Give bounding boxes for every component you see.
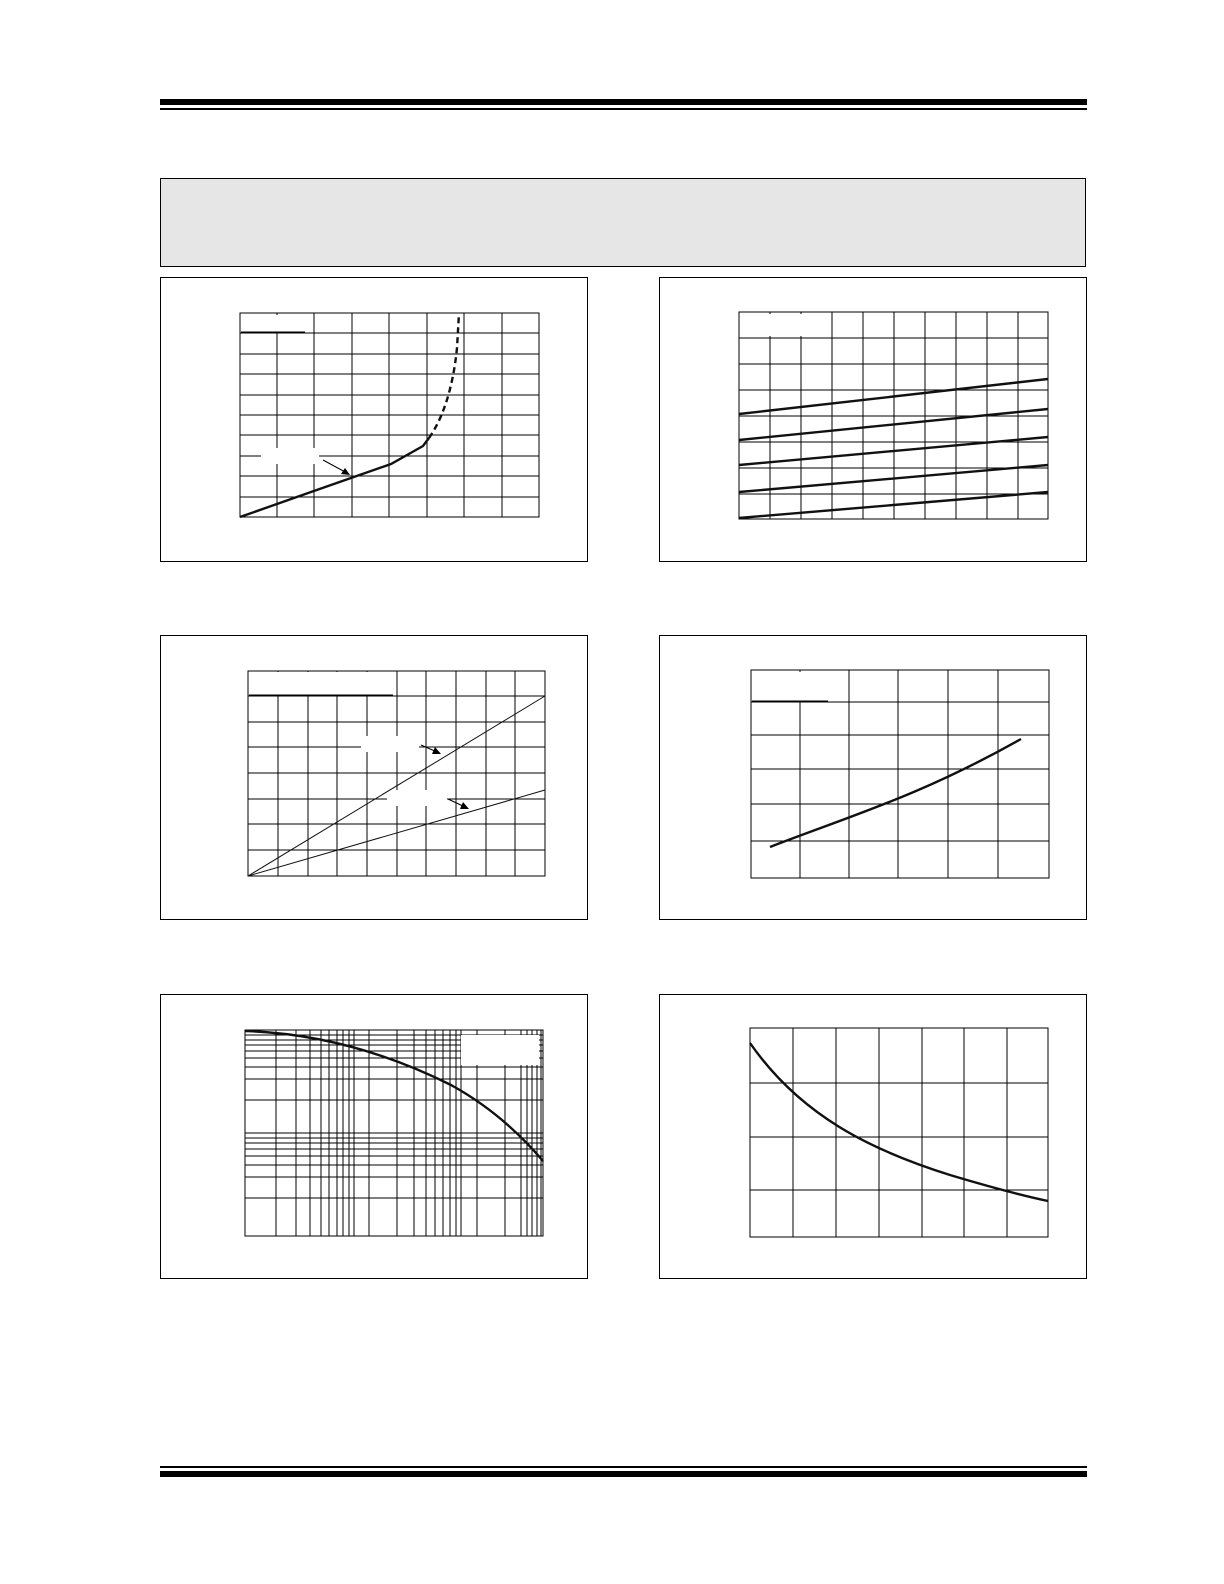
header-rule-thick (160, 99, 1087, 105)
figure-3-legend-box (249, 672, 393, 695)
figure-panel-2 (659, 277, 1087, 562)
figure-3-plot (161, 636, 589, 921)
figure-5-legend-box (461, 1035, 539, 1065)
figure-1-arrow-head (341, 468, 350, 475)
figure-6-plot (660, 995, 1088, 1280)
figure-5-plot (161, 995, 589, 1280)
figure-6-grid (750, 1028, 1048, 1237)
figure-3-callout-box-1 (361, 736, 419, 752)
figure-1-plot (161, 278, 589, 563)
footer-rule-thick (160, 1471, 1087, 1477)
figure-6-curve (750, 1043, 1048, 1201)
figure-1-callout-box (261, 448, 319, 464)
figure-3-callout-box-2 (387, 790, 447, 806)
figure-panel-5 (160, 994, 588, 1279)
figure-4-curve (770, 739, 1021, 847)
figure-panel-6 (659, 994, 1087, 1279)
figure-panel-4 (659, 635, 1087, 920)
figure-1-legend-box (241, 315, 305, 332)
note-box (160, 178, 1086, 267)
footer-rule-thin (160, 1466, 1087, 1468)
figure-4-legend-box (752, 672, 828, 701)
figure-3-grid (248, 671, 545, 876)
header-rule-thin (160, 108, 1087, 110)
figure-panel-3 (160, 635, 588, 920)
figure-2-legend-box (740, 314, 830, 336)
figure-6-frame (750, 1028, 1048, 1237)
figure-6-legend-box (1009, 1030, 1046, 1052)
figure-1-curve-dashed (429, 313, 459, 438)
figure-4-plot (660, 636, 1088, 921)
figure-2-plot (660, 278, 1088, 563)
figure-panel-1 (160, 277, 588, 562)
figure-1-grid (240, 313, 539, 517)
